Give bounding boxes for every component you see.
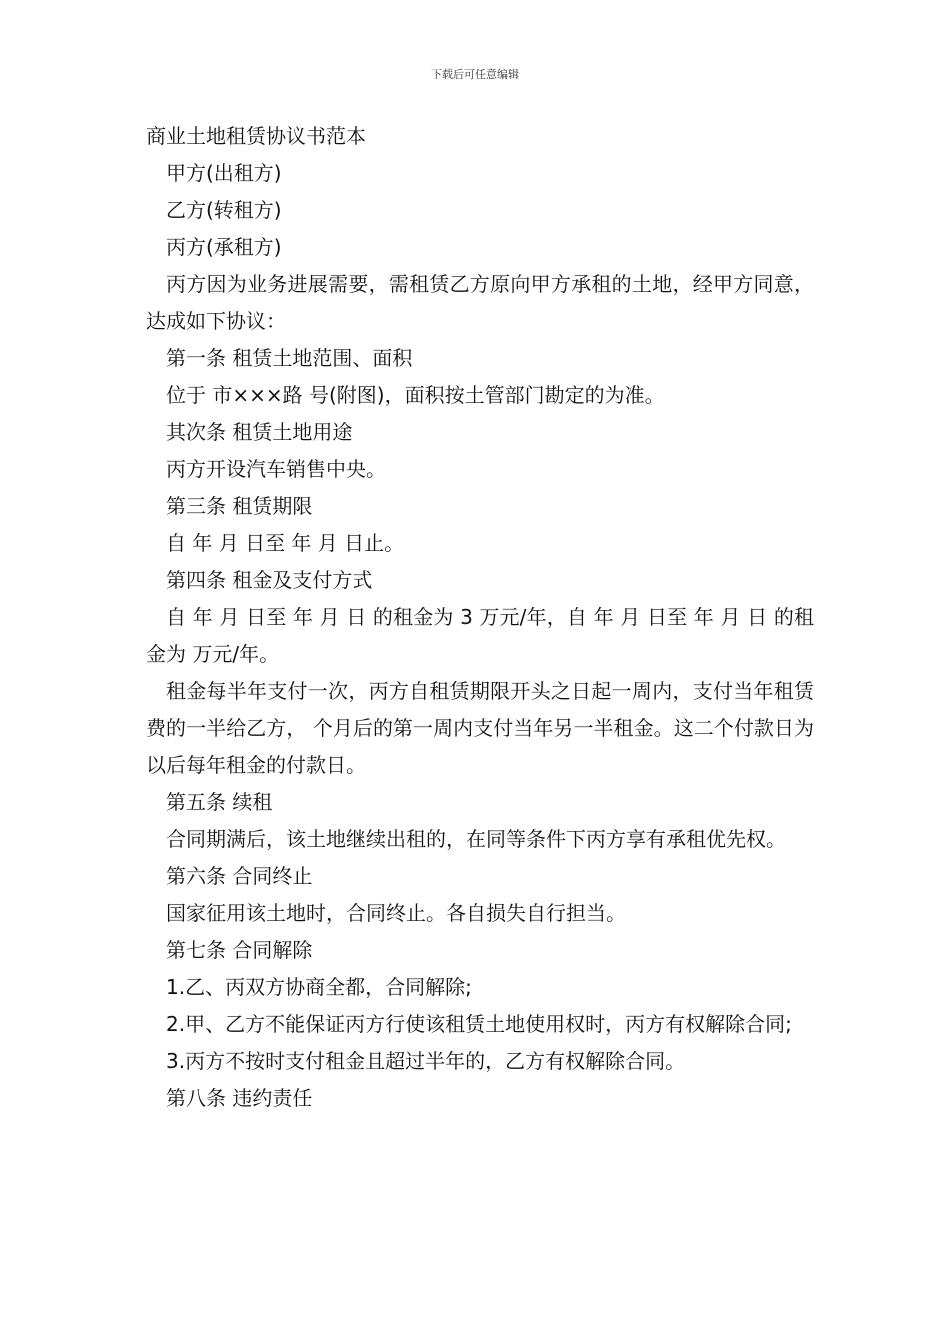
article-2-heading: 其次条 租赁土地用途 bbox=[166, 420, 353, 444]
article-1-heading: 第一条 租赁土地范围、面积 bbox=[166, 346, 413, 370]
article-7-item-2: 2.甲、乙方不能保证丙方行使该租赁土地使用权时，丙方有权解除合同; bbox=[166, 1012, 792, 1036]
article-1-text: 位于 市×××路 号(附图)，面积按土管部门勘定的为准。 bbox=[166, 383, 665, 407]
article-5-heading: 第五条 续租 bbox=[166, 790, 273, 814]
article-7-heading: 第七条 合同解除 bbox=[166, 938, 313, 962]
article-5-text: 合同期满后，该土地继续出租的，在同等条件下丙方享有承租优先权。 bbox=[166, 827, 786, 851]
article-3-heading: 第三条 租赁期限 bbox=[166, 494, 313, 518]
page-header: 下载后可任意编辑 bbox=[431, 68, 519, 81]
article-6-heading: 第六条 合同终止 bbox=[166, 864, 313, 888]
article-4-rent-paragraph: 自 年 月 日至 年 月 日 的租金为 3 万元/年，自 年 月 日至 年 月 日 的租金为 万元/年。 bbox=[146, 605, 814, 666]
preamble-paragraph: 丙方因为业务进展需要，需租赁乙方原向甲方承租的土地，经甲方同意，达成如下协议： bbox=[146, 272, 814, 333]
article-8-heading: 第八条 违约责任 bbox=[166, 1086, 313, 1110]
article-2-text: 丙方开设汽车销售中央。 bbox=[166, 457, 386, 481]
article-4-heading: 第四条 租金及支付方式 bbox=[166, 568, 373, 592]
article-6-text: 国家征用该土地时，合同终止。各自损失自行担当。 bbox=[166, 901, 626, 925]
document-title: 商业土地租赁协议书范本 bbox=[146, 124, 366, 148]
party-c-line: 丙方(承租方) bbox=[166, 235, 282, 259]
document-body bbox=[146, 118, 814, 1117]
party-b-line: 乙方(转租方) bbox=[166, 198, 282, 222]
article-4-payment-paragraph: 租金每半年支付一次，丙方自租赁期限开头之日起一周内，支付当年租赁费的一半给乙方， 个月后的第一周内支付当年另一半租金。这二个付款日为以后每年租金的付款日。 bbox=[146, 679, 814, 777]
article-7-item-3: 3.丙方不按时支付租金且超过半年的，乙方有权解除合同。 bbox=[166, 1049, 686, 1073]
article-3-text: 自 年 月 日至 年 月 日止。 bbox=[166, 531, 405, 555]
party-a-line: 甲方(出租方) bbox=[166, 161, 282, 185]
article-7-item-1: 1.乙、丙双方协商全都，合同解除; bbox=[166, 975, 472, 999]
